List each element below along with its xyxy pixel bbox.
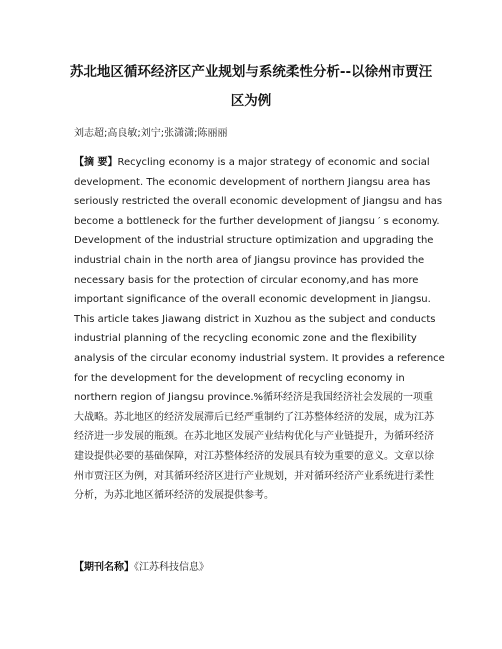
- title-line-2: 区为例: [230, 93, 272, 109]
- abstract-section: [74, 153, 445, 506]
- journal-label: 【期刊名称】: [74, 562, 134, 573]
- abstract-line: important significance of the overall economic development in Jiangsu.: [74, 294, 431, 306]
- journal-info: [74, 561, 209, 575]
- abstract-line: development. The economic development of northern Jiangsu area has: [74, 176, 431, 188]
- abstract-line: necessary basis for the protection of circular economy,and has more: [74, 274, 419, 286]
- abstract-line: 州市贾汪区为例，对其循环经济区进行产业规划，并对循环经济产业系统进行柔性: [74, 470, 434, 482]
- abstract-line: seriously restricted the overall economic development of Jiangsu and has: [74, 196, 443, 208]
- abstract-line: 大战略。苏北地区的经济发展滞后已经严重制约了江苏整体经济的发展，成为江苏: [74, 411, 434, 423]
- abstract-line: analysis of the circular economy industrial system. It provides a reference: [74, 352, 445, 364]
- author-list: 刘志超;高良敏;刘宁;张潇潇;陈丽丽: [74, 128, 228, 139]
- abstract-line: Development of the industrial structure optimization and upgrading the: [74, 235, 434, 247]
- abstract-line: This article takes Jiawang district in Xuzhou as the subject and conducts: [74, 313, 436, 325]
- abstract-line: 经济进一步发展的瓶颈。在苏北地区发展产业结构优化与产业链提升，为循环经济: [74, 431, 434, 443]
- journal-name: 《江苏科技信息》: [134, 562, 209, 573]
- abstract-label: 【摘 要】: [74, 157, 118, 168]
- abstract-line: 分析，为苏北地区循环经济的发展提供参考。: [74, 490, 274, 502]
- abstract-line: northern region of Jiangsu province.%循环经济是我国经济社会发展的一项重: [74, 392, 434, 404]
- abstract-line: for the development for the development of recycling economy in: [74, 372, 405, 384]
- abstract-line: industrial planning of the recycling economic zone and the flexibility: [74, 333, 417, 345]
- abstract-line: become a bottleneck for the further development of Jiangsu ′ s economy.: [74, 215, 440, 227]
- abstract-line: [74, 153, 434, 173]
- abstract-line: 建设提供必要的基础保障，对江苏整体经济的发展具有较为重要的意义。文章以徐: [74, 450, 434, 462]
- title-line-1: 苏北地区循环经济区产业规划与系统柔性分析--以徐州市贾汪: [69, 64, 433, 80]
- abstract-line: industrial chain in the north area of Jiangsu province has provided the: [74, 254, 425, 266]
- abstract-text: Recycling economy is a major strategy of economic and social: [117, 157, 430, 168]
